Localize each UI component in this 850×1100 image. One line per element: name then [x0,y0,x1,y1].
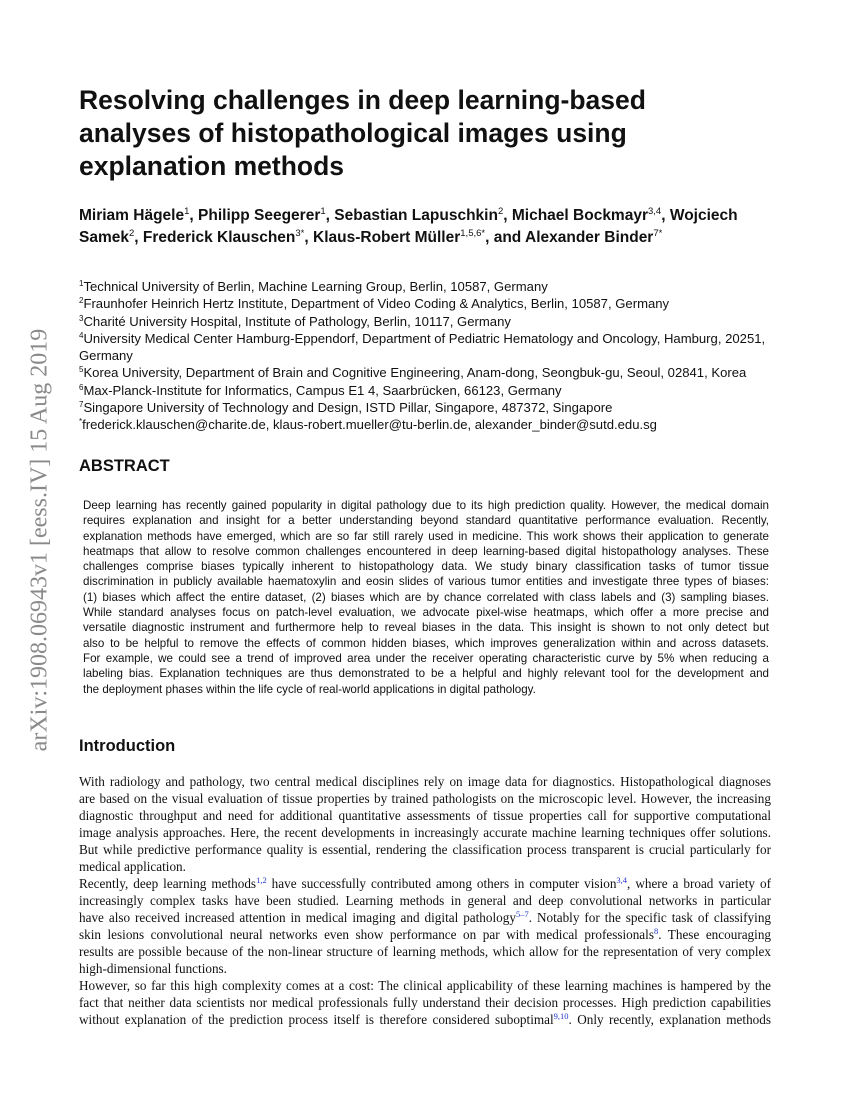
affiliation-number: * [79,417,83,427]
abstract-line: the deployment phases within the life cycle of real-world applications in digital pathology. [83,682,536,696]
affiliation-text: frederick.klauschen@charite.de, klaus-robert.mueller@tu-berlin.de, alexander_binder@sutd.edu.sg [82,417,657,433]
abstract-line: (1) biases which affect the entire dataset, (2) biases which are by chance correlated with class labels and (3) sampling biases. [83,590,769,604]
abstract-line: versatile diagnostic instrument and furthermore help to reveal biases in the data. This insight is shown to not only detect but [83,621,769,635]
body-text: fact that neither data scientists nor medical professionals fully understand their decision processes. High prediction capabilities [79,995,771,1010]
body-text: are based on the visual evaluation of tissue properties by trained pathologists on the microscopic level. However, the increasing [79,791,771,806]
affiliation-text: Singapore University of Technology and Design, ISTD Pillar, Singapore, 487372, Singapore [83,400,613,416]
citation-link[interactable]: 9,10 [553,1011,569,1021]
abstract-line: For example, we could see a trend of improved area under the receiver operating characteristic curve by 5% when reducing a [83,651,769,665]
body-text: . Only recently, explanation methods [568,1012,771,1027]
body-line [79,994,771,1011]
author-name: Sebastian Lapuschkin [334,207,498,225]
affiliation-number: 7 [79,400,84,410]
paper-title [79,84,779,183]
body-text: increasingly complex tasks have been studied. Learning methods in general and deep convolutional networks in particular [79,893,771,908]
affiliation-number: 3 [79,313,84,323]
author-separator: , [503,207,512,225]
body-text: Recently, deep learning methods [79,876,257,891]
body-text: diagnostic throughput and need for additional quantitative assessments of tissue properties call for supportive computational [79,808,771,823]
body-text: With radiology and pathology, two central medical disciplines rely on image data for diagnostics. Histopathological diagnoses [79,774,771,789]
abstract-line: also to be helpful to remove the effects of common hidden biases, which improves generalization within and across datasets. [83,636,769,650]
affiliation-text: Charité University Hospital, Institute of Pathology, Berlin, 10117, Germany [83,313,511,329]
body-text: have also received increased attention in medical imaging and digital pathology [79,910,516,925]
affiliation-number: 5 [79,365,84,375]
body-line [79,875,771,892]
abstract-line: challenges comprise biases typically inherent to histopathology data. We study binary classification tasks of tumor tissue [83,560,769,574]
author-name: Philipp Seegerer [198,207,321,225]
affiliation-item [79,330,789,365]
body-line [79,909,771,926]
author-name: Klaus-Robert Müller [313,229,461,247]
body-line [79,926,771,943]
affiliation-text: University Medical Center Hamburg-Eppendorf, Department of Pediatric Hematology and Oncology, Hamburg, 20251, Germany [79,330,766,364]
body-line [79,858,771,875]
title-line: Resolving challenges in deep learning-based [79,85,646,115]
body-line [79,807,771,824]
affiliation-item [79,278,789,295]
abstract-line: discrimination in publicly available haematoxylin and eosin slides of various tumor entities and investigate three types of biases: [83,575,769,589]
citation-link[interactable]: 3,4 [616,875,628,885]
affiliation-item [79,313,789,330]
body-line [79,892,771,909]
affiliation-item [79,364,789,381]
body-line [79,1011,771,1028]
abstract-line: labeling bias. Explanation techniques are thus demonstrated to be a helpful and highly relevant tool for the development and [83,667,769,681]
affiliation-number: 6 [79,382,84,392]
author-separator: , [661,207,670,225]
body-line [79,824,771,841]
author-affiliation-mark: 3,4 [648,206,662,217]
body-line [79,790,771,807]
author-affiliation-mark: 3* [295,228,305,240]
abstract-line: While standard analyses focus on patch-level evaluation, we advocate pixel-wise heatmaps, which offer a more precise and [83,606,769,620]
body-line [79,943,771,960]
affiliations [79,278,789,434]
abstract-text [83,498,769,697]
author-affiliation-mark: 2 [128,228,135,240]
abstract-line: explanation methods have emerged, which are so far still rarely used in medicine. This work shows their application to generate [83,529,769,543]
author-separator: , [134,229,143,247]
author-separator: , [325,207,335,225]
citation-link[interactable]: 5–7 [515,909,529,919]
body-text: without explanation of the prediction process itself is therefore considered suboptimal [79,1012,554,1027]
body-line [79,960,771,977]
title-line: analyses of histopathological images using [79,118,627,148]
affiliation-number: 1 [79,279,84,288]
abstract-heading: ABSTRACT [79,457,170,475]
body-line [79,977,771,994]
affiliation-text: Max-Planck-Institute for Informatics, Campus E1 4, Saarbrücken, 66123, Germany [83,382,562,398]
arxiv-identifier: arXiv:1908.06943v1 [eess.IV] 15 Aug 2019 [26,328,53,752]
citation-link[interactable]: 1,2 [256,875,267,885]
citation-link[interactable]: 8 [653,926,659,936]
author-name: Alexander Binder [525,229,654,247]
author-separator: , and [485,229,525,247]
affiliation-item [79,399,789,416]
body-text: high-dimensional functions. [79,961,227,976]
body-text: results are possible because of the non-linear structure of learning methods, which allow for the representation of very complex [79,944,771,959]
affiliation-item [79,416,789,433]
affiliation-number: 4 [79,330,84,340]
author-name: Michael Bockmayr [511,207,648,225]
body-text: . These encouraging [658,927,772,942]
body-text: skin lesions convolutional neural networks even show performance on par with medical professionals [79,927,654,942]
author-list [79,203,779,247]
affiliation-text: Fraunhofer Heinrich Hertz Institute, Department of Video Coding & Analytics, Berlin, 10587, Germany [83,296,670,312]
author-name: Frederick Klauschen [142,229,296,247]
author-separator: , [304,229,313,247]
abstract-line: heatmaps that allow to resolve common challenges encountered in deep learning-based digital histopathology analyses. These [83,544,769,558]
title-line: explanation methods [79,151,345,181]
author-affiliation-mark: 7* [653,228,663,240]
author-name: Wojciech Samek [79,207,738,247]
body-text: medical application. [79,859,186,874]
body-text: . Notably for the specific task of classifying [528,910,772,925]
author-affiliation-mark: 1,5,6* [460,228,486,240]
body-line [79,841,771,858]
body-text: But while predictive performance quality is essential, rendering the classification process transparent is crucial particularly for [79,842,771,857]
author-separator: , [189,207,199,225]
body-text: image analysis approaches. Here, the recent developments in increasingly accurate machine learning techniques offer solutions. [79,825,771,840]
body-text: However, so far this high complexity comes at a cost: The clinical applicability of these learning machines is hampered by the [79,978,771,993]
abstract-line: requires explanation and insight for a better understanding beyond standard quantitative performance evaluation. Recently, [83,514,769,528]
affiliation-text: Korea University, Department of Brain and Cognitive Engineering, Anam-dong, Seongbuk-gu, Seoul, 02841, Korea [83,365,747,381]
introduction-text [79,773,771,1028]
abstract-line: Deep learning has recently gained popularity in digital pathology due to its high prediction quality. However, the medical domain [83,499,769,512]
affiliation-text: Technical University of Berlin, Machine Learning Group, Berlin, 10587, Germany [83,279,548,294]
affiliation-item [79,382,789,399]
introduction-heading: Introduction [79,737,176,755]
author-affiliation-mark: 2 [497,206,504,217]
affiliation-item [79,295,789,312]
author-affiliation-mark: 1 [184,206,190,217]
body-text: have successfully contributed among others in computer vision [266,876,617,891]
body-line [79,773,771,790]
author-affiliation-mark: 1 [320,206,326,217]
author-name: Miriam Hägele [79,207,185,225]
affiliation-number: 2 [79,296,84,306]
body-text: , where a broad variety of [627,876,771,891]
